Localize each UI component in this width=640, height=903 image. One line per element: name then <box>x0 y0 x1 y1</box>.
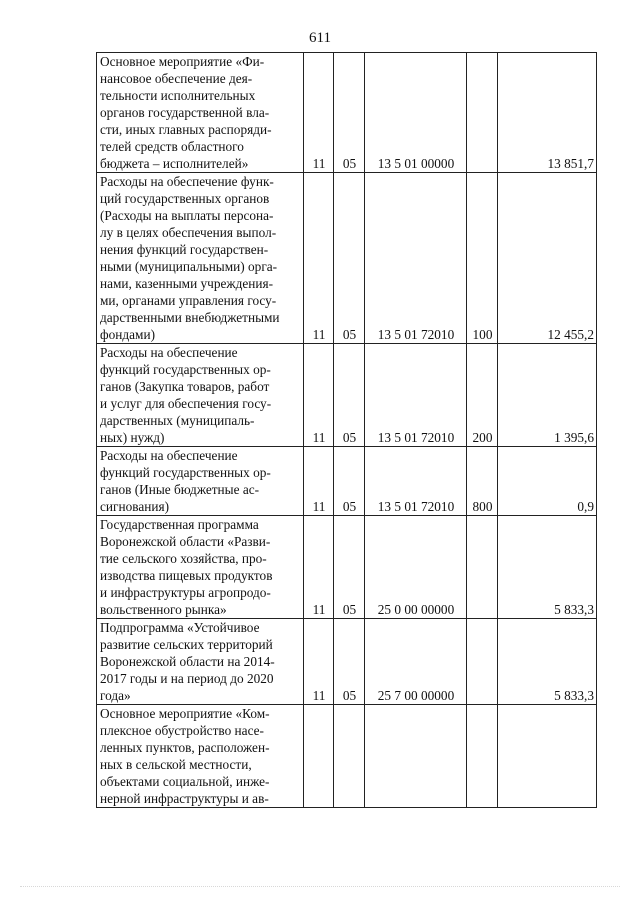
subsection-code-cell: 05 <box>334 516 365 619</box>
row-name-line: функций государственных ор- <box>100 465 271 480</box>
table-row <box>97 53 597 173</box>
amount-cell: 5 833,3 <box>498 619 597 705</box>
row-name-line: ций государственных органов <box>100 191 270 206</box>
row-name-cell <box>97 447 304 516</box>
row-name-line: ленных пунктов, расположен- <box>100 740 270 755</box>
row-name-line: телей средств областного <box>100 139 244 154</box>
expense-type-cell <box>467 516 498 619</box>
row-name-line: фондами) <box>100 327 156 342</box>
target-article-cell: 13 5 01 00000 <box>365 53 467 173</box>
row-name-line: объектами социальной, инже- <box>100 774 270 789</box>
amount-cell: 5 833,3 <box>498 516 597 619</box>
subsection-code-cell <box>334 705 365 808</box>
row-name-line: и инфраструктуры агропродо- <box>100 585 271 600</box>
row-name-line: нения функций государствен- <box>100 242 269 257</box>
expense-type-cell <box>467 705 498 808</box>
row-name-cell <box>97 173 304 344</box>
row-name-cell <box>97 619 304 705</box>
table-row <box>97 344 597 447</box>
subsection-code-cell: 05 <box>334 619 365 705</box>
row-name-line: бюджета – исполнителей» <box>100 156 249 171</box>
row-name-cell <box>97 516 304 619</box>
row-name-line: Основное мероприятие «Ком- <box>100 706 270 721</box>
section-code-cell <box>304 705 334 808</box>
row-name-line: нансовое обеспечение дея- <box>100 71 253 86</box>
row-name-line: Основное мероприятие «Фи- <box>100 54 265 69</box>
row-name-line: функций государственных ор- <box>100 362 271 377</box>
expense-type-cell: 200 <box>467 344 498 447</box>
row-name-line: тельности исполнительных <box>100 88 256 103</box>
table-row <box>97 619 597 705</box>
row-name-line: (Расходы на выплаты персона- <box>100 208 274 223</box>
row-name-line: дарственных (муниципаль- <box>100 413 255 428</box>
expense-type-cell: 800 <box>467 447 498 516</box>
row-name-line: ными (муниципальными) орга- <box>100 259 278 274</box>
row-name-line: года» <box>100 688 131 703</box>
row-name-line: изводства пищевых продуктов <box>100 568 273 583</box>
subsection-code-cell: 05 <box>334 173 365 344</box>
target-article-cell: 13 5 01 72010 <box>365 447 467 516</box>
row-name-cell <box>97 53 304 173</box>
row-name-line: Расходы на обеспечение функ- <box>100 174 274 189</box>
row-name-line: ных) нужд) <box>100 430 165 445</box>
target-article-cell: 25 7 00 00000 <box>365 619 467 705</box>
row-name-line: дарственными внебюджетными <box>100 310 280 325</box>
target-article-cell: 13 5 01 72010 <box>365 173 467 344</box>
row-name-line: Государственная программа <box>100 517 259 532</box>
table-row <box>97 516 597 619</box>
amount-cell <box>498 705 597 808</box>
section-code-cell: 11 <box>304 447 334 516</box>
section-code-cell: 11 <box>304 344 334 447</box>
subsection-code-cell: 05 <box>334 344 365 447</box>
table-row <box>97 173 597 344</box>
page-number: 611 <box>309 30 331 46</box>
expense-type-cell <box>467 619 498 705</box>
row-name-line: ганов (Иные бюджетные ас- <box>100 482 260 497</box>
subsection-code-cell: 05 <box>334 53 365 173</box>
section-code-cell: 11 <box>304 619 334 705</box>
section-code-cell: 11 <box>304 173 334 344</box>
row-name-line: развитие сельских территорий <box>100 637 273 652</box>
table-row <box>97 705 597 808</box>
budget-table-body <box>97 53 597 808</box>
row-name-line: Воронежской области на 2014- <box>100 654 275 669</box>
row-name-line: ми, органами управления госу- <box>100 293 277 308</box>
row-name-line: сигнования) <box>100 499 170 514</box>
row-name-cell <box>97 344 304 447</box>
row-name-line: органов государственной вла- <box>100 105 270 120</box>
row-name-line: тие сельского хозяйства, про- <box>100 551 267 566</box>
row-name-line: Расходы на обеспечение <box>100 345 238 360</box>
expense-type-cell <box>467 53 498 173</box>
target-article-cell <box>365 705 467 808</box>
row-name-line: ных в сельской местности, <box>100 757 252 772</box>
scan-edge-artifact <box>20 886 620 888</box>
row-name-cell <box>97 705 304 808</box>
target-article-cell: 25 0 00 00000 <box>365 516 467 619</box>
section-code-cell: 11 <box>304 516 334 619</box>
row-name-line: плексное обустройство насе- <box>100 723 264 738</box>
subsection-code-cell: 05 <box>334 447 365 516</box>
amount-cell: 13 851,7 <box>498 53 597 173</box>
table-row <box>97 447 597 516</box>
target-article-cell: 13 5 01 72010 <box>365 344 467 447</box>
row-name-line: нами, казенными учреждения- <box>100 276 274 291</box>
row-name-line: и услуг для обеспечения госу- <box>100 396 272 411</box>
amount-cell: 0,9 <box>498 447 597 516</box>
row-name-line: Воронежской области «Разви- <box>100 534 271 549</box>
expense-type-cell: 100 <box>467 173 498 344</box>
row-name-line: нерной инфраструктуры и ав- <box>100 791 269 806</box>
amount-cell: 1 395,6 <box>498 344 597 447</box>
row-name-line: сти, иных главных распоряди- <box>100 122 272 137</box>
row-name-line: Расходы на обеспечение <box>100 448 238 463</box>
row-name-line: лу в целях обеспечения выпол- <box>100 225 277 240</box>
amount-cell: 12 455,2 <box>498 173 597 344</box>
budget-table <box>96 52 597 808</box>
row-name-line: 2017 годы и на период до 2020 <box>100 671 274 686</box>
row-name-line: вольственного рынка» <box>100 602 227 617</box>
section-code-cell: 11 <box>304 53 334 173</box>
row-name-line: Подпрограмма «Устойчивое <box>100 620 260 635</box>
row-name-line: ганов (Закупка товаров, работ <box>100 379 270 394</box>
